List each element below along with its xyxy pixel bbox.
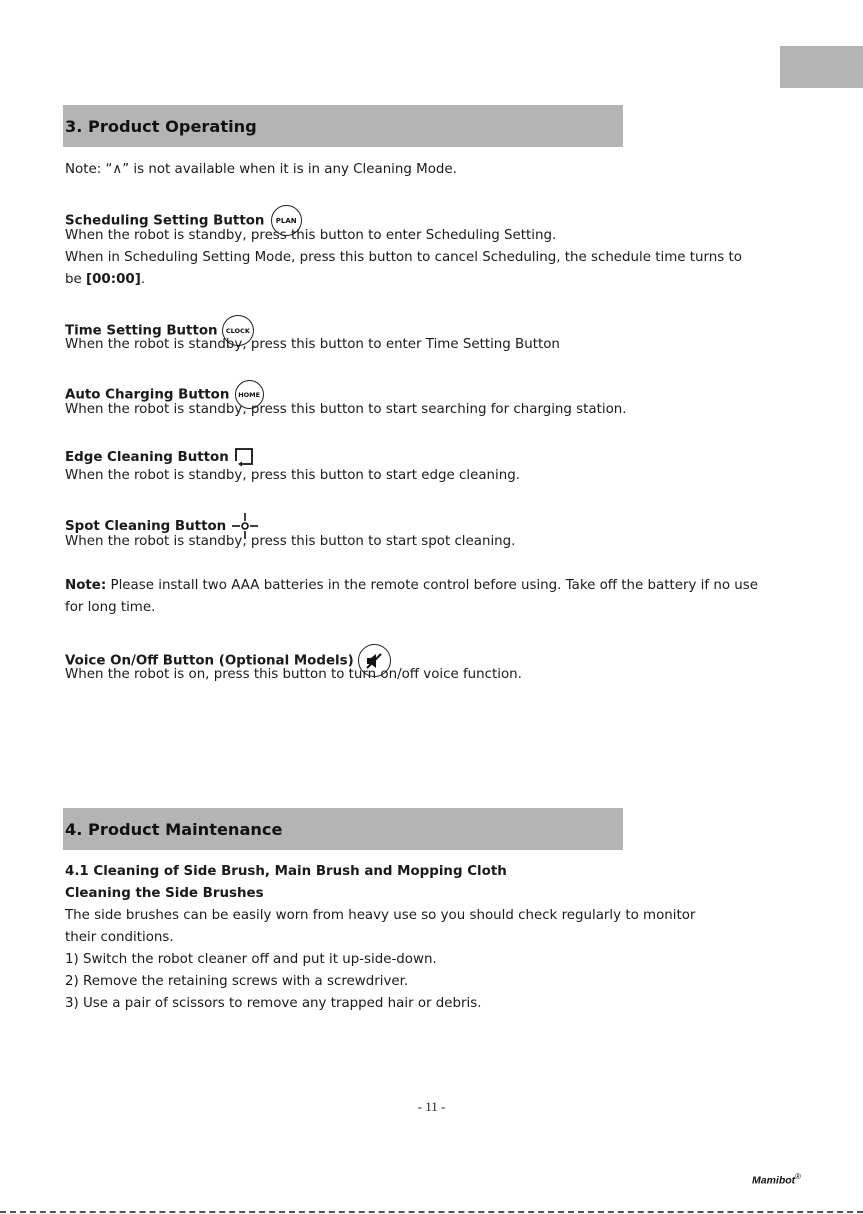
battery-note-label: Note: [65, 578, 107, 593]
maintenance-subtitle: 4.1 Cleaning of Side Brush, Main Brush and Mopping Cloth [65, 864, 507, 879]
schedule-reset-value: [00:00] [86, 272, 141, 287]
auto-charging-line-1: When the robot is standby, press this button to start searching for charging station. [65, 402, 627, 417]
maintenance-step-1: 1) Switch the robot cleaner off and put it up-side-down. [65, 952, 437, 967]
spot-cleaning-title: Spot Cleaning Button [65, 519, 227, 534]
section-heading-operating [63, 105, 623, 147]
battery-note-line-2: for long time. [65, 600, 156, 615]
scheduling-line-3-post: . [140, 272, 146, 287]
section-title: 3. Product Operating [65, 116, 257, 136]
page-number: - 11 - [417, 1099, 446, 1114]
time-setting-title: Time Setting Button [65, 323, 218, 339]
voice-line-1: When the robot is on, press this button to turn on/off voice function. [65, 667, 522, 682]
scheduling-title: Scheduling Setting Button [65, 213, 265, 229]
home-button-icon: HOME [235, 380, 264, 409]
maintenance-para-1: The side brushes can be easily worn from heavy use so you should check regularly to monitor [65, 908, 696, 923]
brand-name: Mamibot [752, 1174, 796, 1187]
brand-logo [752, 1172, 801, 1187]
section-title: 4. Product Maintenance [65, 819, 283, 839]
edge-cleaning-heading [65, 446, 255, 468]
maintenance-para-2: their conditions. [65, 930, 174, 945]
scheduling-line-3 [65, 272, 145, 288]
voice-title: Voice On/Off Button (Optional Models) [65, 653, 354, 669]
scheduling-line-2: When in Scheduling Setting Mode, press this button to cancel Scheduling, the schedule time turns to [65, 250, 742, 265]
registered-mark: ® [795, 1172, 802, 1181]
plan-button-icon: PLAN [271, 205, 302, 236]
edge-cleaning-line-1: When the robot is standby, press this button to start edge cleaning. [65, 468, 520, 483]
spot-cleaning-line-1: When the robot is standby, press this button to start spot cleaning. [65, 534, 516, 549]
auto-charging-title: Auto Charging Button [65, 387, 230, 403]
maintenance-subhead: Cleaning the Side Brushes [65, 886, 264, 901]
scheduling-line-3-pre: be [65, 272, 86, 287]
battery-note-text: Please install two AAA batteries in the remote control before using. Take off the battery if no use [106, 578, 758, 593]
maintenance-step-2: 2) Remove the retaining screws with a screwdriver. [65, 974, 409, 989]
maintenance-step-3: 3) Use a pair of scissors to remove any trapped hair or debris. [65, 996, 482, 1011]
scheduling-line-1: When the robot is standby, press this button to enter Scheduling Setting. [65, 228, 557, 243]
edge-cleaning-title: Edge Cleaning Button [65, 450, 229, 465]
battery-note-line-1 [65, 578, 758, 594]
note-line: Note: “∧” is not available when it is in any Cleaning Mode. [65, 162, 457, 177]
edge-cleaning-icon [233, 446, 255, 468]
bottom-dashed-rule [0, 1211, 863, 1213]
section-heading-maintenance [63, 808, 623, 850]
time-setting-line-1: When the robot is standby, press this button to enter Time Setting Button [65, 337, 560, 352]
corner-tab [780, 46, 863, 88]
clock-button-icon: CLOCK [222, 315, 254, 346]
